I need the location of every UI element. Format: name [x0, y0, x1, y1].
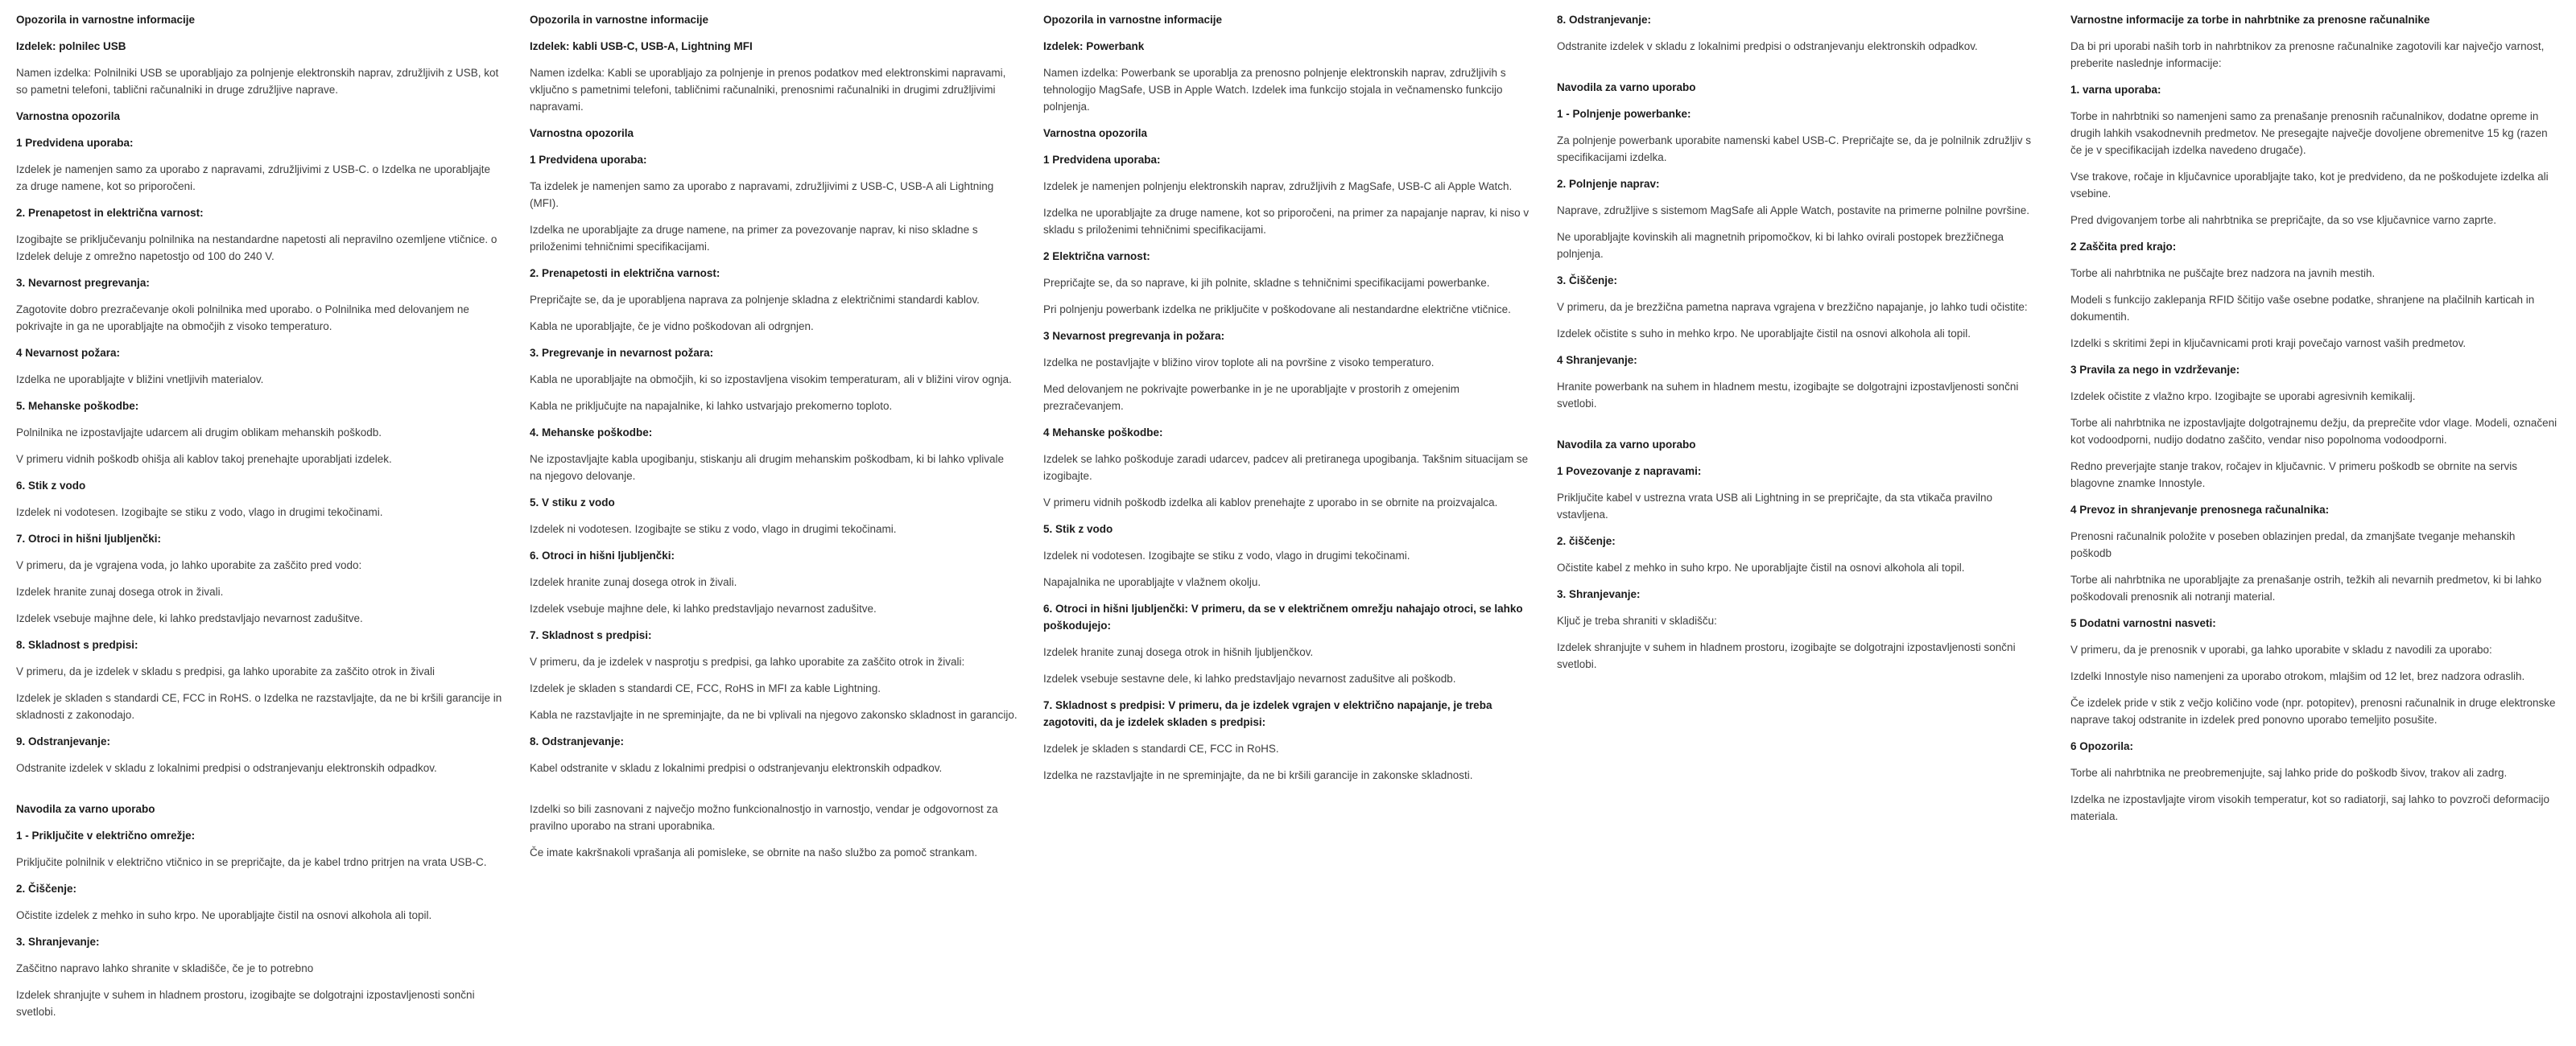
paragraph: Torbe ali nahrbtnika ne preobremenjujte, saj lahko pride do poškodb šivov, trakov ali zadrg. [2070, 767, 2508, 779]
paragraph: Zaščitno napravo lahko shranite v skladišče, če je to potrebno [16, 962, 314, 974]
paragraph: Pri polnjenju powerbank izdelka ne priključite v poškodovane ali nestandardne električne vtičnice. [1043, 303, 1511, 315]
paragraph: Izdelek ni vodotesen. Izogibajte se stiku z vodo, vlago in drugimi tekočinami. [1043, 550, 1410, 562]
paragraph: Vse trakove, ročaje in ključavnice uporabljajte tako, kot je predvideno, da ne poškodujete izdelka ali vsebine. [2070, 171, 2549, 200]
paragraph: Izdelek shranjujte v suhem in hladnem prostoru, izogibajte se dolgotrajni izpostavljenosti sončni svetlobi. [16, 989, 475, 1018]
paragraph: Izdelek ni vodotesen. Izogibajte se stiku z vodo, vlago in drugimi tekočinami. [530, 523, 897, 535]
paragraph: Da bi pri uporabi naših torb in nahrbtnikov za prenosne računalnike zagotovili kar največjo varnost, preberite naslednje informacije: [2070, 40, 2545, 69]
section-heading: 2. Čiščenje: [16, 883, 77, 895]
paragraph: Kabla ne uporabljajte, če je vidno poškodovan ali odrgnjen. [530, 320, 814, 332]
section-heading: 4 Mehanske poškodbe: [1043, 426, 1163, 439]
paragraph: Modeli s funkcijo zaklepanja RFID ščitijo vaše osebne podatke, shranjene na plačilnih karticah in dokumentih. [2070, 294, 2535, 323]
paragraph: Ta izdelek je namenjen samo za uporabo z napravami, združljivimi z USB-C, USB-A ali Lightning (MFI). [530, 180, 994, 209]
paragraph: Hranite powerbank na suhem in hladnem mestu, izogibajte se dolgotrajni izpostavljenosti sončni svetlobi. [1557, 381, 2019, 410]
paragraph: Izdelek shranjujte v suhem in hladnem prostoru, izogibajte se dolgotrajni izpostavljenosti sončni svetlobi. [1557, 641, 2016, 670]
paragraph: Izdelki s skritimi žepi in ključavnicami proti kraji povečajo varnost vaših predmetov. [2070, 337, 2467, 349]
section-heading: 1 Povezovanje z napravami: [1557, 465, 1702, 477]
paragraph: Izdelek hranite zunaj dosega otrok in hišnih ljubljenčkov. [1043, 646, 1314, 658]
section-heading: 2. Polnjenje naprav: [1557, 178, 1660, 190]
paragraph: Ključ je treba shraniti v skladišču: [1557, 615, 1717, 627]
paragraph: Torbe in nahrbtniki so namenjeni samo za prenašanje prenosnih računalnikov, dodatne opreme in drugih lahkih vsakodnevnih predmetov. Ne presegajte največje dovoljene obremenitve 15 kg (razen če je v specifikacijah izdelka navedeno drugače). [2070, 110, 2548, 156]
paragraph: V primeru vidnih poškodb ohišja ali kablov takoj prenehajte uporabljati izdelek. [16, 453, 392, 465]
paragraph: Kabla ne razstavljajte in ne spreminjajte, da ne bi vplivali na njegovo zakonsko skladnost in garancijo. [530, 709, 1018, 721]
paragraph: Ne izpostavljajte kabla upogibanju, stiskanju ali drugim mehanskim poškodbam, ki bi lahko vplivale na njegovo delovanje. [530, 453, 1005, 482]
paragraph: V primeru, da je prenosnik v uporabi, ga lahko uporabite v skladu z navodili za uporabo: [2070, 644, 2492, 656]
paragraph: V primeru, da je izdelek v skladu s predpisi, ga lahko uporabite za zaščito otrok in živali [16, 665, 436, 677]
section-heading: 6. Otroci in hišni ljubljenčki: V primeru, da se v električnem omrežju nahajajo otroci, se lahko poškodujejo: [1043, 603, 1523, 632]
section-heading: 3 Nevarnost pregrevanja in požara: [1043, 330, 1225, 342]
section-heading: Izdelek: polnilec USB [16, 40, 126, 52]
section-heading: 4. Mehanske poškodbe: [530, 426, 653, 439]
section-heading: Navodila za varno uporabo [1557, 439, 1696, 451]
section-heading: 6. Stik z vodo [16, 480, 86, 492]
section-heading: 3. Shranjevanje: [16, 936, 100, 948]
section-heading: 7. Otroci in hišni ljubljenčki: [16, 533, 162, 545]
paragraph: Zagotovite dobro prezračevanje okoli polnilnika med uporabo. o Polnilnika med delovanjem ne pokrivajte in ga ne uporabljajte na območjih z visoko temperaturo. [16, 303, 469, 332]
column-usage-instructions [1557, 11, 2045, 1030]
paragraph: Pred dvigovanjem torbe ali nahrbtnika se prepričajte, da so vse ključavnice varno zaprte. [2070, 214, 2497, 226]
section-heading: 8. Odstranjevanje: [530, 735, 625, 747]
section-heading: 8. Skladnost s predpisi: [16, 639, 138, 651]
section-heading: 2. čiščenje: [1557, 535, 1616, 547]
paragraph: Izdelek je skladen s standardi CE, FCC in RoHS. o Izdelka ne razstavljajte, da ne bi kršili garancije in skladnosti z zakonodajo. [16, 692, 502, 721]
section-heading: 2 Električna varnost: [1043, 250, 1150, 262]
paragraph: Namen izdelka: Kabli se uporabljajo za polnjenje in prenos podatkov med elektronskimi napravami, vključno s pametnimi telefoni, tabličnimi računalniki, prenosnimi računalniki in drugimi združljivimi napravami. [530, 67, 1006, 113]
paragraph: Izdelek se lahko poškoduje zaradi udarcev, padcev ali pretiranega upogibanja. Takšnim situacijam se izogibajte. [1043, 453, 1529, 482]
column-powerbank [1043, 11, 1531, 1030]
section-heading: 5. Stik z vodo [1043, 523, 1113, 535]
section-heading: 8. Odstranjevanje: [1557, 14, 1652, 26]
paragraph: Prenosni računalnik položite v poseben oblazinjen predal, da zmanjšate tveganje mehanskih poškodb [2070, 530, 2516, 559]
paragraph: Izdelek ni vodotesen. Izogibajte se stiku z vodo, vlago in drugimi tekočinami. [16, 506, 383, 518]
section-heading: Izdelek: kabli USB-C, USB-A, Lightning MFI [530, 40, 753, 52]
section-heading: 6 Opozorila: [2070, 740, 2134, 752]
paragraph: Ne uporabljajte kovinskih ali magnetnih pripomočkov, ki bi lahko ovirali postopek brezžičnega polnjenja. [1557, 231, 2004, 260]
section-heading: 5. V stiku z vodo [530, 496, 615, 509]
section-heading: Opozorila in varnostne informacije [1043, 14, 1223, 26]
section-heading: 3 Pravila za nego in vzdrževanje: [2070, 364, 2240, 376]
section-heading: 3. Čiščenje: [1557, 274, 1618, 286]
paragraph: V primeru, da je brezžična pametna naprava vgrajena v brezžično napajanje, jo lahko tudi očistite: [1557, 301, 2028, 313]
column-cables [530, 11, 1018, 1030]
paragraph: Izdelek je namenjen polnjenju elektronskih naprav, združljivih z MagSafe, USB-C ali Apple Watch. [1043, 180, 1513, 192]
paragraph: Napajalnika ne uporabljajte v vlažnem okolju. [1043, 576, 1261, 588]
paragraph: Izdelek je skladen s standardi CE, FCC in RoHS. [1043, 743, 1279, 755]
paragraph: Odstranite izdelek v skladu z lokalnimi predpisi o odstranjevanju elektronskih odpadkov. [1557, 40, 1978, 52]
paragraph: Izdelek vsebuje majhne dele, ki lahko predstavljajo nevarnost zadušitve. [16, 612, 363, 624]
section-heading: 1 Predvidena uporaba: [16, 137, 134, 149]
paragraph: Izdelek očistite z vlažno krpo. Izogibajte se uporabi agresivnih kemikalij. [2070, 390, 2416, 402]
section-heading: 5. Mehanske poškodbe: [16, 400, 139, 412]
paragraph: Namen izdelka: Powerbank se uporablja za prenosno polnjenje elektronskih naprav, združljivih s tehnologijo MagSafe, USB in Apple Watch. Izdelek ima funkcijo stojala in večnamensko funkcijo polnjenja. [1043, 67, 1506, 113]
section-heading: Varnostna opozorila [530, 127, 634, 139]
paragraph: Torbe ali nahrbtnika ne izpostavljajte dolgotrajnemu dežju, da preprečite vdor vlage. Modeli, označeni kot vodoodporni, nudijo dodatno zaščito, vendar niso popolnoma vodoodporni. [2070, 417, 2557, 446]
paragraph: Izdelka ne izpostavljajte virom visokih temperatur, kot so radiatorji, saj lahko to povzroči deformacijo materiala. [2070, 793, 2550, 822]
paragraph: Torbe ali nahrbtnika ne puščajte brez nadzora na javnih mestih. [2070, 267, 2376, 279]
section-heading: 2 Zaščita pred krajo: [2070, 241, 2177, 253]
section-heading: 9. Odstranjevanje: [16, 735, 111, 747]
section-heading: 1 Predvidena uporaba: [1043, 154, 1161, 166]
section-heading: 4 Shranjevanje: [1557, 354, 1637, 366]
paragraph: Očistite kabel z mehko in suho krpo. Ne uporabljajte čistil na osnovi alkohola ali topil. [1557, 562, 1965, 574]
section-heading: Varnostna opozorila [1043, 127, 1148, 139]
section-heading: Varnostna opozorila [16, 110, 121, 122]
paragraph: Prepričajte se, da je uporabljena naprava za polnjenje skladna z električnimi standardi kablov. [530, 294, 980, 306]
paragraph: V primeru vidnih poškodb izdelka ali kablov prenehajte z uporabo in se obrnite na proizvajalca. [1043, 496, 1498, 509]
section-heading: 6. Otroci in hišni ljubljenčki: [530, 550, 675, 562]
section-heading: 2. Prenapetosti in električna varnost: [530, 267, 720, 279]
section-heading: 4 Nevarnost požara: [16, 347, 121, 359]
paragraph: Naprave, združljive s sistemom MagSafe ali Apple Watch, postavite na primerne polnilne površine. [1557, 204, 2030, 216]
paragraph: Izdelka ne uporabljajte v bližini vnetljivih materialov. [16, 373, 264, 385]
section-heading: 1 - Polnjenje powerbanke: [1557, 108, 1691, 120]
section-heading: Navodila za varno uporabo [16, 803, 155, 815]
paragraph: Izdelek hranite zunaj dosega otrok in živali. [530, 576, 737, 588]
paragraph: Izdelki Innostyle niso namenjeni za uporabo otrokom, mlajšim od 12 let, brez nadzora odraslih. [2070, 670, 2525, 682]
section-heading: 3. Nevarnost pregrevanja: [16, 277, 150, 289]
paragraph: Odstranite izdelek v skladu z lokalnimi predpisi o odstranjevanju elektronskih odpadkov. [16, 762, 437, 774]
paragraph: Izogibajte se priključevanju polnilnika na nestandardne napetosti ali nepravilno ozemljene vtičnice. o Izdelek deluje z omrežno napetostjo od 100 do 240 V. [16, 233, 497, 262]
section-heading: 7. Skladnost s predpisi: V primeru, da je izdelek vgrajen v električno napajanje, je treba zagotoviti, da je izdelek skladen s predpisi: [1043, 699, 1492, 728]
column-laptop-bags [2070, 11, 2558, 1030]
section-heading: 5 Dodatni varnostni nasveti: [2070, 617, 2216, 629]
section-heading: 3. Pregrevanje in nevarnost požara: [530, 347, 714, 359]
section-heading: 1 Predvidena uporaba: [530, 154, 647, 166]
paragraph: Za polnjenje powerbank uporabite namenski kabel USB-C. Prepričajte se, da je polnilnik združljiv s specifikacijami izdelka. [1557, 134, 2032, 163]
section-heading: 7. Skladnost s predpisi: [530, 629, 652, 641]
section-heading: 4 Prevoz in shranjevanje prenosnega računalnika: [2070, 504, 2330, 516]
section-heading: Opozorila in varnostne informacije [16, 14, 196, 26]
section-heading: 1. varna uporaba: [2070, 84, 2161, 96]
column-usb-charger [16, 11, 504, 1030]
paragraph: Prepričajte se, da so naprave, ki jih polnite, skladne s tehničnimi specifikacijami powerbanke. [1043, 277, 1490, 289]
paragraph: Izdelek hranite zunaj dosega otrok in živali. [16, 586, 224, 598]
paragraph: Kabel odstranite v skladu z lokalnimi predpisi o odstranjevanju elektronskih odpadkov. [530, 762, 943, 774]
paragraph: Med delovanjem ne pokrivajte powerbanke in je ne uporabljajte v prostorih z omejenim prezračevanjem. [1043, 383, 1460, 412]
paragraph: Izdelek je namenjen samo za uporabo z napravami, združljivimi z USB-C. o Izdelka ne uporabljajte za druge namene, kot so priporočeni. [16, 163, 491, 192]
paragraph: Izdelek očistite s suho in mehko krpo. Ne uporabljajte čistil na osnovi alkohola ali topil. [1557, 327, 1971, 340]
paragraph: Izdelek vsebuje majhne dele, ki lahko predstavljajo nevarnost zadušitve. [530, 603, 877, 615]
paragraph: V primeru, da je izdelek v nasprotju s predpisi, ga lahko uporabite za zaščito otrok in živali: [530, 656, 965, 668]
paragraph: Redno preverjajte stanje trakov, ročajev in ključavnic. V primeru poškodb se obrnite na servis blagovne znamke Innostyle. [2070, 460, 2518, 489]
paragraph: Če imate kakršnakoli vprašanja ali pomisleke, se obrnite na našo službo za pomoč strankam. [530, 846, 978, 859]
paragraph: Priključite polnilnik v električno vtičnico in se prepričajte, da je kabel trdno pritrjen na vrata USB-C. [16, 856, 487, 868]
paragraph: Izdelka ne postavljajte v bližino virov toplote ali na površine z visoko temperaturo. [1043, 356, 1435, 369]
section-heading: Navodila za varno uporabo [1557, 81, 1696, 93]
paragraph: Izdelka ne uporabljajte za druge namene, kot so priporočeni, na primer za napajanje naprav, ki niso v skladu s priloženimi tehničnimi specifikacijami. [1043, 207, 1530, 236]
paragraph: Namen izdelka: Polnilniki USB se uporabljajo za polnjenje elektronskih naprav, združljivih z USB, kot so pametni telefoni, tablični računalniki in druge združljive naprave. [16, 67, 499, 96]
paragraph: Izdelka ne uporabljajte za druge namene, na primer za povezovanje naprav, ki niso skladne s priloženimi tehničnimi specifikacijami. [530, 224, 978, 253]
paragraph: Priključite kabel v ustrezna vrata USB ali Lightning in se prepričajte, da sta vtikača pravilno vstavljena. [1557, 492, 1993, 521]
paragraph: Očistite izdelek z mehko in suho krpo. Ne uporabljajte čistil na osnovi alkohola ali topil. [16, 909, 432, 921]
section-heading: 3. Shranjevanje: [1557, 588, 1641, 600]
paragraph: Izdelki so bili zasnovani z največjo možno funkcionalnostjo in varnostjo, vendar je odgovornost za pravilno uporabo na strani uporabnika. [530, 803, 998, 832]
paragraph: Če izdelek pride v stik z večjo količino vode (npr. potopitev), prenosni računalnik in druge elektronske naprave takoj odstranite in izdelek pred ponovno uporabo temeljito posušite. [2070, 697, 2556, 726]
section-heading: Opozorila in varnostne informacije [530, 14, 709, 26]
section-heading: Izdelek: Powerbank [1043, 40, 1145, 52]
paragraph: Kabla ne priključujte na napajalnike, ki lahko ustvarjajo prekomerno toploto. [530, 400, 893, 412]
section-heading: Varnostne informacije za torbe in nahrbtnike za prenosne računalnike [2070, 14, 2430, 26]
paragraph: Izdelka ne razstavljajte in ne spreminjajte, da ne bi kršili garancije in zakonske skladnosti. [1043, 769, 1473, 781]
paragraph: Izdelek je skladen s standardi CE, FCC, RoHS in MFI za kable Lightning. [530, 682, 881, 694]
section-heading: 1 - Priključite v električno omrežje: [16, 830, 196, 842]
section-heading: 2. Prenapetost in električna varnost: [16, 207, 204, 219]
paragraph: Polnilnika ne izpostavljajte udarcem ali drugim oblikam mehanskih poškodb. [16, 426, 382, 439]
paragraph: Torbe ali nahrbtnika ne uporabljajte za prenašanje ostrih, težkih ali nevarnih predmetov, ki bi lahko poškodovali prenosnik ali notranji material. [2070, 574, 2542, 603]
paragraph: Kabla ne uporabljajte na območjih, ki so izpostavljena visokim temperaturam, ali v bližini virov ognja. [530, 373, 1012, 385]
paragraph: Izdelek vsebuje sestavne dele, ki lahko predstavljajo nevarnost zadušitve ali poškodb. [1043, 673, 1456, 685]
paragraph: V primeru, da je vgrajena voda, jo lahko uporabite za zaščito pred vodo: [16, 559, 362, 571]
